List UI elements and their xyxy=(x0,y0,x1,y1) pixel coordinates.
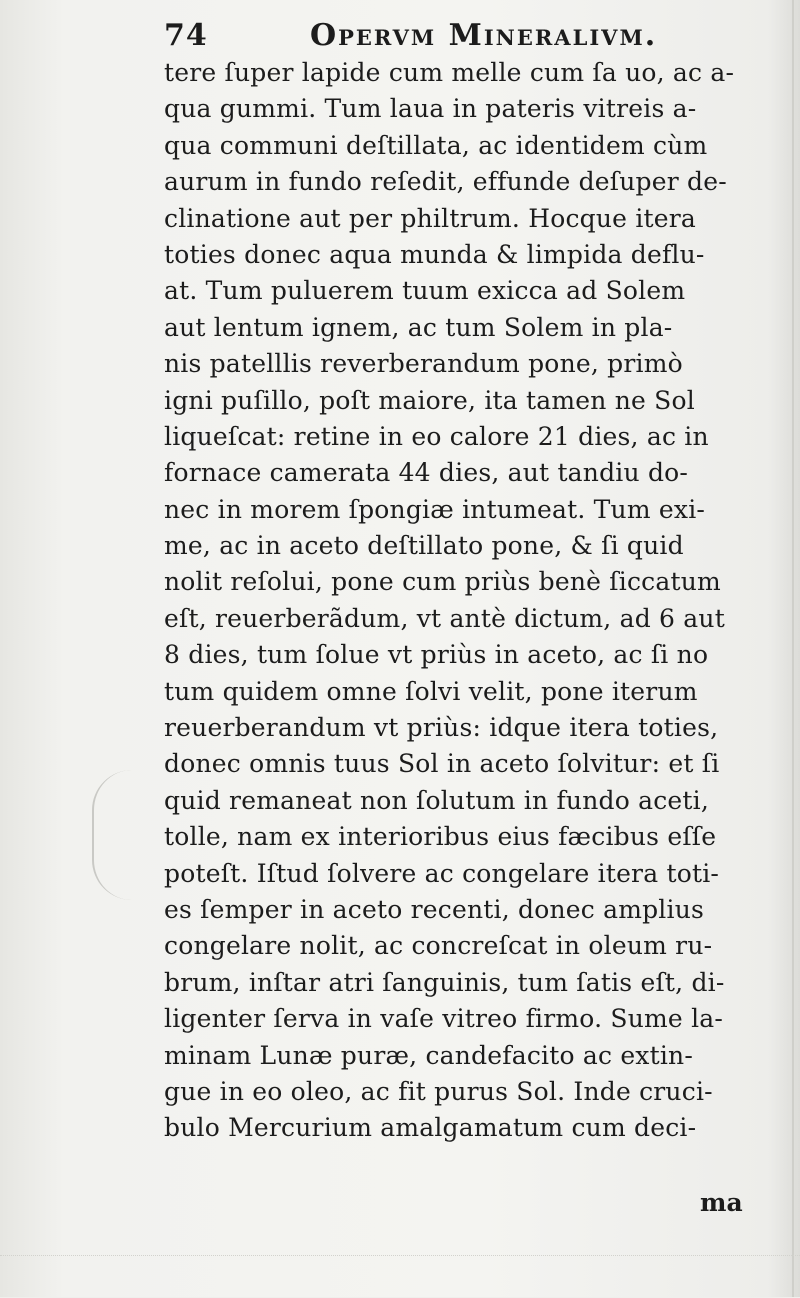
page-edge-shadow xyxy=(792,0,794,1297)
text-line: qua communi deſtillata, ac identidem cùm xyxy=(164,130,708,160)
text-line: bulo Mercurium amalgamatum cum deci- xyxy=(164,1113,697,1143)
text-line: brum, inſtar atri ſanguinis, tum ſatis eſt, di- xyxy=(164,967,725,997)
page-number: 74 xyxy=(164,18,208,53)
text-line: tum quidem omne ſolvi velit, pone iterum xyxy=(164,676,698,706)
text-line: tere ſuper lapide cum melle cum ſa uo, ac a- xyxy=(164,58,735,87)
text-line: eſt, reuerberãdum, vt antè dictum, ad 6 aut xyxy=(164,603,725,633)
text-line: at. Tum puluerem tuum exicca ad Solem xyxy=(164,276,686,306)
text-line: fornace camerata 44 dies, aut tandiu do- xyxy=(164,458,689,488)
text-line: nis patelllis reverberandum pone, primò xyxy=(164,349,683,379)
text-line: poteſt. Iſtud ſolvere ac congelare itera toti- xyxy=(164,858,720,888)
ink-smudge-mark xyxy=(92,770,134,900)
running-title: Opervm Mineralivm. xyxy=(310,18,658,53)
text-line: aurum in fundo reſedit, effunde deſuper de- xyxy=(164,167,727,197)
text-line: ligenter ſerva in vaſe vitreo firmo. Sume la- xyxy=(164,1004,724,1034)
text-line: es ſemper in aceto recenti, donec amplius xyxy=(164,894,705,924)
text-line: nec in morem ſpongiæ intumeat. Tum exi- xyxy=(164,494,706,524)
text-line: reuerberandum vt priùs: idque itera toties, xyxy=(164,713,719,743)
text-line: nolit reſolui, pone cum priùs benè ſiccatum xyxy=(164,567,721,597)
text-line: tolle, nam ex interioribus eius fæcibus eſſe xyxy=(164,822,717,852)
text-line: me, ac in aceto deſtillato pone, & ſi quid xyxy=(164,531,684,561)
body-text xyxy=(164,55,776,1147)
text-line: liqueſcat: retine in eo calore 21 dies, ac in xyxy=(164,421,709,451)
text-line: aut lentum ignem, ac tum Solem in pla- xyxy=(164,312,673,342)
text-line: 8 dies, tum ſolue vt priùs in aceto, ac ſi no xyxy=(164,640,709,670)
text-line: congelare nolit, ac concreſcat in oleum ru- xyxy=(164,931,713,961)
bottom-margin xyxy=(0,1255,800,1298)
text-line: clinatione aut per philtrum. Hocque itera xyxy=(164,203,697,233)
text-line: qua gummi. Tum laua in pateris vitreis a- xyxy=(164,94,697,124)
text-line: quid remaneat non ſolutum in fundo aceti, xyxy=(164,785,709,815)
text-line: minam Lunæ puræ, candefacito ac extin- xyxy=(164,1040,693,1070)
catchword: ma xyxy=(700,1188,743,1217)
text-line: igni puſillo, poſt maiore, ita tamen ne Sol xyxy=(164,385,695,415)
text-line: donec omnis tuus Sol in aceto ſolvitur: et ſi xyxy=(164,749,720,779)
text-line: toties donec aqua munda & limpida deflu- xyxy=(164,239,705,269)
page-header xyxy=(164,14,724,54)
text-line: gue in eo oleo, ac fit purus Sol. Inde cruci- xyxy=(164,1076,713,1106)
